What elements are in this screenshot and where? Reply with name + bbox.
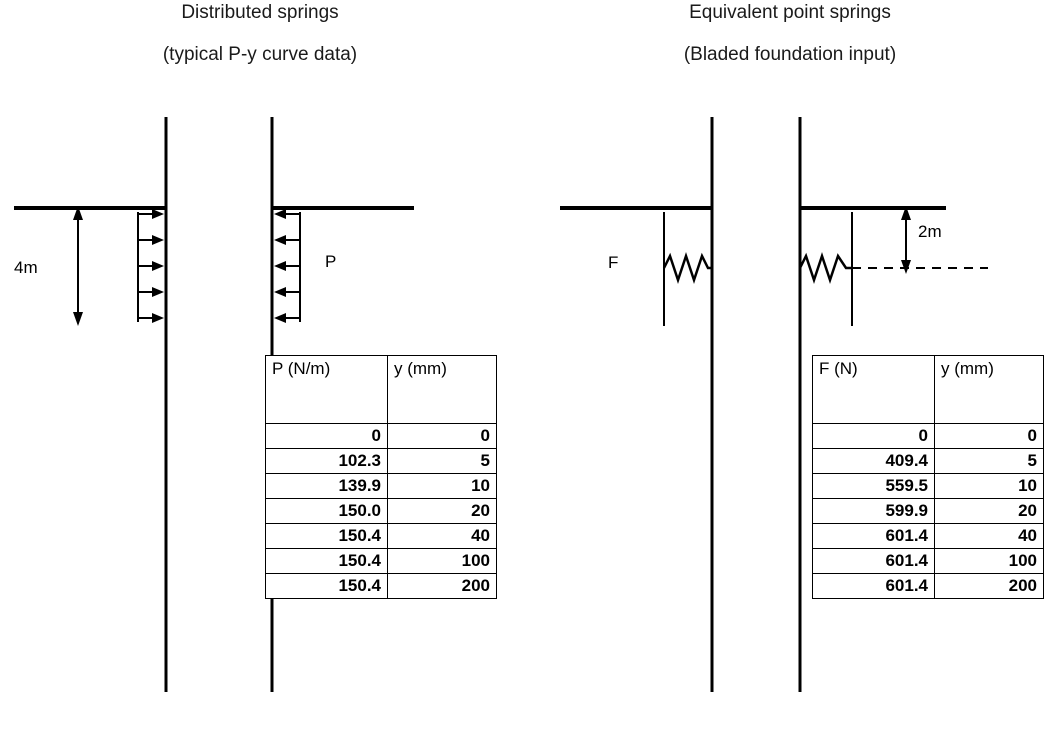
cell-p: 139.9 xyxy=(266,474,388,499)
cell-y: 20 xyxy=(388,499,497,524)
column-header-y: y (mm) xyxy=(935,356,1044,424)
cell-y: 40 xyxy=(935,524,1044,549)
table-row xyxy=(813,574,1044,599)
right-load-label: F xyxy=(608,253,619,272)
table-header-row xyxy=(813,356,1044,424)
cell-p: 150.4 xyxy=(266,549,388,574)
cell-y: 0 xyxy=(388,424,497,449)
spring-zigzag-right xyxy=(800,256,852,280)
cell-y: 200 xyxy=(388,574,497,599)
cell-f: 601.4 xyxy=(813,524,935,549)
column-header-f: F (N) xyxy=(813,356,935,424)
table-row xyxy=(813,549,1044,574)
cell-y: 10 xyxy=(935,474,1044,499)
table-row xyxy=(813,474,1044,499)
point-springs-table xyxy=(812,355,1044,599)
cell-y: 100 xyxy=(935,549,1044,574)
table-header-row xyxy=(266,356,497,424)
cell-f: 601.4 xyxy=(813,549,935,574)
cell-p: 150.0 xyxy=(266,499,388,524)
cell-y: 5 xyxy=(935,449,1044,474)
table-row xyxy=(813,499,1044,524)
table-row xyxy=(266,449,497,474)
cell-y: 40 xyxy=(388,524,497,549)
left-depth-label: 4m xyxy=(14,258,38,277)
cell-y: 0 xyxy=(935,424,1044,449)
table-row xyxy=(266,574,497,599)
table-row xyxy=(813,524,1044,549)
cell-p: 102.3 xyxy=(266,449,388,474)
table-row xyxy=(813,424,1044,449)
right-panel-title-line1: Equivalent point springs xyxy=(689,2,891,23)
cell-y: 20 xyxy=(935,499,1044,524)
left-panel-title-line2: (typical P-y curve data) xyxy=(162,44,358,65)
cell-p: 0 xyxy=(266,424,388,449)
cell-p: 150.4 xyxy=(266,524,388,549)
cell-p: 150.4 xyxy=(266,574,388,599)
right-panel-title-line2: (Bladed foundation input) xyxy=(683,44,897,65)
cell-y: 100 xyxy=(388,549,497,574)
depth-arrow-2m xyxy=(901,206,911,274)
spring-zigzag-left xyxy=(664,256,712,280)
distributed-springs-table xyxy=(265,355,497,599)
cell-y: 10 xyxy=(388,474,497,499)
cell-f: 599.9 xyxy=(813,499,935,524)
table-row xyxy=(266,474,497,499)
table-row xyxy=(266,424,497,449)
right-depth-label: 2m xyxy=(918,222,942,241)
column-header-p: P (N/m) xyxy=(266,356,388,424)
depth-arrow-4m xyxy=(73,206,83,326)
column-header-y: y (mm) xyxy=(388,356,497,424)
table-row xyxy=(266,549,497,574)
cell-f: 409.4 xyxy=(813,449,935,474)
cell-f: 0 xyxy=(813,424,935,449)
left-load-label: P xyxy=(325,252,337,271)
distributed-load-arrows-right xyxy=(138,209,164,323)
table-row xyxy=(266,499,497,524)
cell-f: 601.4 xyxy=(813,574,935,599)
cell-f: 559.5 xyxy=(813,474,935,499)
table-row xyxy=(266,524,497,549)
cell-y: 5 xyxy=(388,449,497,474)
cell-y: 200 xyxy=(935,574,1044,599)
table-row xyxy=(813,449,1044,474)
left-panel-title-line1: Distributed springs xyxy=(181,2,339,23)
distributed-load-arrows-left xyxy=(274,209,300,323)
